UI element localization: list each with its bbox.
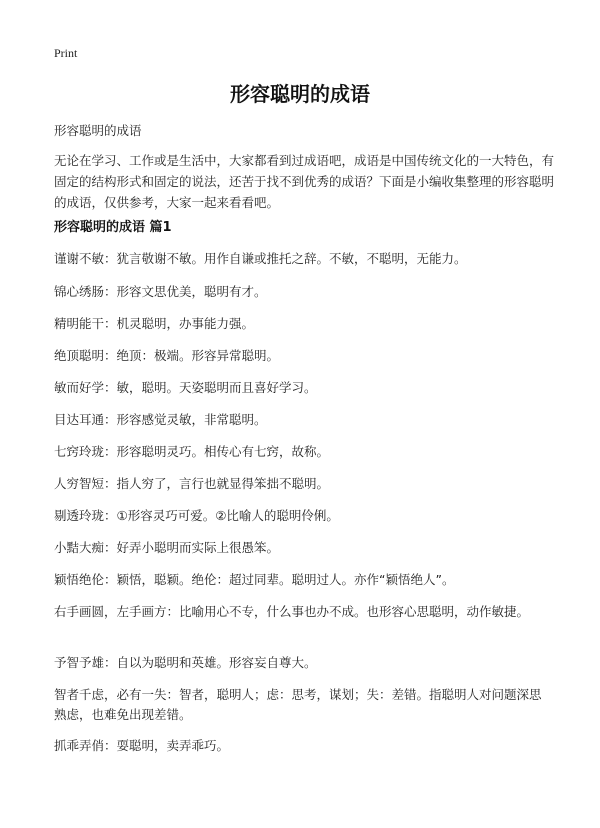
idiom-entry: 绝顶聪明：绝顶：极端。形容异常聪明。 [54,348,280,363]
intro-paragraph: 无论在学习、工作或是生活中，大家都看到过成语吧，成语是中国传统文化的一大特色，有固定的结构形式和固定的说法，还苦于找不到优秀的成语？下面是小编收集整理的形容聪明的成语，仅供参考，大家一起来看看吧。 [54,153,555,210]
idiom-entry: 智者千虑，必有一失：智者，聪明人；虑：思考，谋划；失：差错。指聪明人对问题深思熟虑，也难免出现差错。 [54,687,542,722]
idiom-entry: 小黠大痴：好弄小聪明而实际上很愚笨。 [54,540,280,555]
idiom-entry: 七窍玲珑：形容聪明灵巧。相传心有七窍，故称。 [54,444,330,459]
idiom-entry: 颖悟绝伦：颖悟，聪颖。绝伦：超过同辈。聪明过人。亦作“颖悟绝人”。 [54,572,455,587]
idiom-entry: 锦心绣肠：形容文思优美，聪明有才。 [54,284,267,299]
idiom-entry: 剔透玲珑：①形容灵巧可爱。②比喻人的聪明伶俐。 [54,508,339,523]
page-title: 形容聪明的成语 [230,82,370,106]
idiom-entry: 精明能干：机灵聪明，办事能力强。 [54,316,255,331]
idiom-entry: 予智予雄：自以为聪明和英雄。形容妄自尊大。 [54,655,317,670]
idiom-entry: 右手画圆，左手画方：比喻用心不专，什么事也办不成。也形容心思聪明，动作敏捷。 [54,604,530,619]
article-subtitle: 形容聪明的成语 [54,123,142,138]
idiom-entry: 目达耳通：形容感觉灵敏，非常聪明。 [54,412,267,427]
print-link[interactable]: Print [54,46,78,60]
section-heading: 形容聪明的成语 篇1 [54,220,172,235]
idiom-entry: 敏而好学：敏，聪明。天姿聪明而且喜好学习。 [54,380,317,395]
idiom-entry: 人穷智短：指人穷了，言行也就显得笨拙不聪明。 [54,476,330,491]
idiom-entry: 谨谢不敏：犹言敬谢不敏。用作自谦或推托之辞。不敏，不聪明，无能力。 [54,251,467,266]
idiom-entry: 抓乖弄俏：耍聪明，卖弄乖巧。 [54,738,230,753]
